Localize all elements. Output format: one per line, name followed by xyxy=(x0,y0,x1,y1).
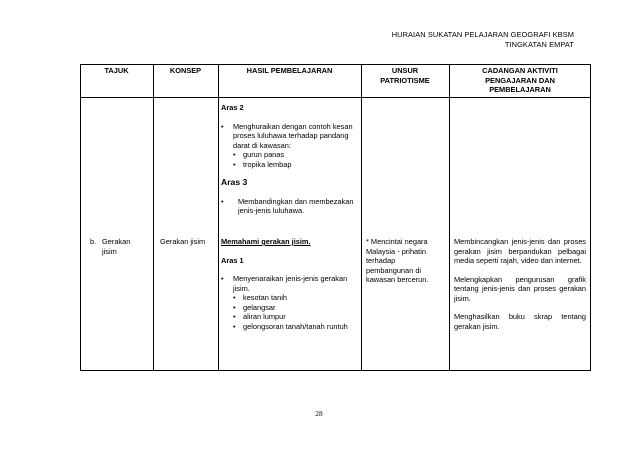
list-item: • kesotan tanih xyxy=(233,293,356,303)
document-header xyxy=(314,30,574,49)
col-border xyxy=(449,64,450,370)
aras-2-point: • Menghuraikan dengan contoh kesan proses luluhawa terhadap pandang darat di kawasan: • gurun panas • tropika lembap xyxy=(221,122,356,170)
aras-2-title: Aras 2 xyxy=(221,103,244,112)
column-header-hasil: HASIL PEMBELAJARAN xyxy=(246,66,333,75)
column-header-tajuk: TAJUK xyxy=(104,66,129,75)
col-border xyxy=(218,64,219,370)
list-item: • gelongsoran tanah/tanah runtuh xyxy=(233,322,356,332)
col-border xyxy=(590,64,591,370)
table-bottom-border xyxy=(80,370,591,371)
cadangan-item: Melengkapkan pengurusan grafik tentang jenis-jenis dan proses gerakan jisim. xyxy=(454,274,586,303)
column-header-konsep: KONSEP xyxy=(169,66,202,75)
aras-1-title: Aras 1 xyxy=(221,255,244,265)
tajuk-number: b. xyxy=(90,237,97,246)
tajuk-cell xyxy=(90,237,148,256)
column-header-unsur: UNSUR PATRIOTISME xyxy=(380,66,430,85)
header-title: HURAIAN SUKATAN PELAJARAN GEOGRAFI KBSM xyxy=(391,30,574,39)
header-subtitle: TINGKATAN EMPAT xyxy=(504,39,574,49)
konsep-cell: Gerakan jisim xyxy=(160,237,206,246)
page-number: 28 xyxy=(315,409,323,418)
list-item: • aliran lumpur xyxy=(233,312,356,322)
cadangan-cell xyxy=(454,237,586,331)
col-border xyxy=(361,64,362,370)
table-header-divider xyxy=(80,97,591,98)
column-header-cadangan: CADANGAN AKTIVITI PENGAJARAN DAN PEMBELAJARAN xyxy=(482,66,558,94)
list-item: • tropika lembap xyxy=(233,160,356,170)
aras-1-point: • Menyenaraikan jenis-jenis gerakan jisim. • kesotan tanih • gelangsar • aliran lumpur • gelongsoran tanah/tanah runtuh xyxy=(221,274,356,331)
aras-3-title: Aras 3 xyxy=(221,177,248,187)
table-top-border xyxy=(80,64,591,65)
aras-3-point: • Membandingkan dan membezakan jenis-jenis luluhawa. xyxy=(221,197,356,216)
hasil-cell xyxy=(221,237,356,331)
col-border xyxy=(153,64,154,370)
col-border xyxy=(80,64,81,370)
cadangan-item: Menghasilkan buku skrap tentang gerakan jisim. xyxy=(454,312,586,331)
tajuk-text: Gerakan jisim xyxy=(102,237,131,256)
hasil-continued xyxy=(221,103,356,216)
list-item: • gurun panas xyxy=(233,150,356,160)
cadangan-item: Membincangkan jenis-jenis dan proses gerakan jisim berpandukan pelbagai media seperti rajah, video dan internet. xyxy=(454,237,586,265)
list-item: • gelangsar xyxy=(233,303,356,313)
unsur-cell: * Mencintai negara Malaysia - prihatin terhadap pembangunan di kawasan bercerun. xyxy=(366,237,429,284)
hasil-heading: Memahami gerakan jisim. xyxy=(221,237,311,246)
